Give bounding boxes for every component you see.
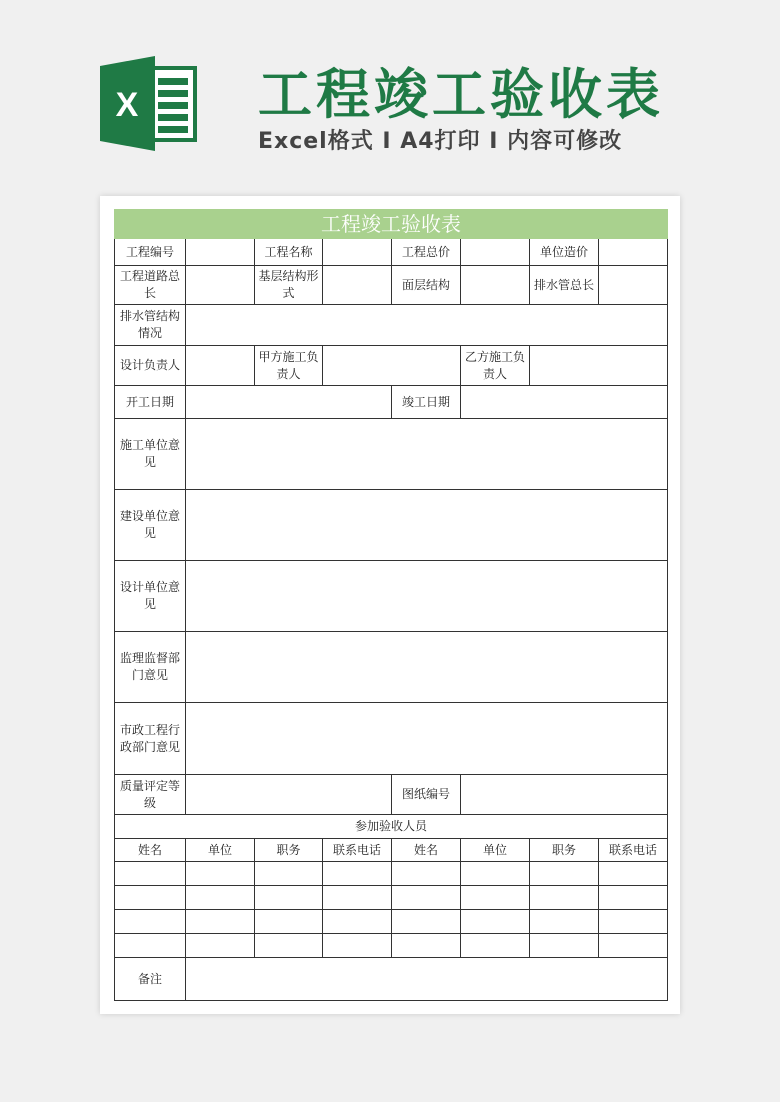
acceptance-form-table xyxy=(114,209,668,1001)
column-header: 联系电话 xyxy=(599,839,668,862)
page-title: 工程竣工验收表 xyxy=(258,63,664,126)
label: 单位造价 xyxy=(530,239,599,266)
label: 基层结构形式 xyxy=(255,266,323,305)
field[interactable] xyxy=(323,239,392,266)
field[interactable] xyxy=(599,266,668,305)
table-row xyxy=(115,862,668,886)
cell[interactable] xyxy=(186,886,255,910)
cell[interactable] xyxy=(186,934,255,958)
column-header: 姓名 xyxy=(392,839,461,862)
cell[interactable] xyxy=(530,862,599,886)
cell[interactable] xyxy=(115,886,186,910)
label: 图纸编号 xyxy=(392,775,461,815)
label: 工程编号 xyxy=(115,239,186,266)
label: 工程总价 xyxy=(392,239,461,266)
cell[interactable] xyxy=(599,934,668,958)
field[interactable] xyxy=(530,346,668,386)
svg-text:X: X xyxy=(115,86,139,124)
column-header: 联系电话 xyxy=(323,839,392,862)
label: 排水管总长 xyxy=(530,266,599,305)
field[interactable] xyxy=(186,346,255,386)
label: 工程名称 xyxy=(255,239,323,266)
field[interactable] xyxy=(186,490,668,561)
cell[interactable] xyxy=(461,862,530,886)
label: 备注 xyxy=(115,958,186,1001)
cell[interactable] xyxy=(323,934,392,958)
field[interactable] xyxy=(186,703,668,775)
cell[interactable] xyxy=(186,910,255,934)
label: 竣工日期 xyxy=(392,386,461,419)
table-row xyxy=(115,934,668,958)
field[interactable] xyxy=(323,346,461,386)
field[interactable] xyxy=(186,386,392,419)
field[interactable] xyxy=(186,266,255,305)
field[interactable] xyxy=(461,239,530,266)
label: 甲方施工负责人 xyxy=(255,346,323,386)
field[interactable] xyxy=(461,266,530,305)
field[interactable] xyxy=(186,239,255,266)
field[interactable] xyxy=(461,386,668,419)
cell[interactable] xyxy=(392,886,461,910)
cell[interactable] xyxy=(323,886,392,910)
cell[interactable] xyxy=(255,862,323,886)
table-row xyxy=(115,910,668,934)
field[interactable] xyxy=(186,775,392,815)
cell[interactable] xyxy=(392,910,461,934)
cell[interactable] xyxy=(115,862,186,886)
cell[interactable] xyxy=(323,862,392,886)
field[interactable] xyxy=(599,239,668,266)
cell[interactable] xyxy=(255,934,323,958)
cell[interactable] xyxy=(392,862,461,886)
cell[interactable] xyxy=(255,910,323,934)
field[interactable] xyxy=(186,561,668,632)
table-row xyxy=(115,886,668,910)
column-header: 姓名 xyxy=(115,839,186,862)
label: 市政工程行政部门意见 xyxy=(115,703,186,775)
cell[interactable] xyxy=(461,910,530,934)
label: 设计负责人 xyxy=(115,346,186,386)
column-header: 职务 xyxy=(255,839,323,862)
form-sheet xyxy=(100,196,680,1014)
excel-logo-icon xyxy=(100,56,200,151)
label: 质量评定等级 xyxy=(115,775,186,815)
form-title: 工程竣工验收表 xyxy=(115,210,668,239)
cell[interactable] xyxy=(461,886,530,910)
field[interactable] xyxy=(186,419,668,490)
cell[interactable] xyxy=(599,886,668,910)
field[interactable] xyxy=(186,958,668,1001)
cell[interactable] xyxy=(599,862,668,886)
field[interactable] xyxy=(323,266,392,305)
cell[interactable] xyxy=(530,934,599,958)
column-header: 职务 xyxy=(530,839,599,862)
column-header: 单位 xyxy=(186,839,255,862)
cell[interactable] xyxy=(461,934,530,958)
cell[interactable] xyxy=(530,910,599,934)
cell[interactable] xyxy=(186,862,255,886)
label: 乙方施工负责人 xyxy=(461,346,530,386)
field[interactable] xyxy=(461,775,668,815)
cell[interactable] xyxy=(530,886,599,910)
label: 工程道路总长 xyxy=(115,266,186,305)
cell[interactable] xyxy=(115,934,186,958)
field[interactable] xyxy=(186,632,668,703)
field[interactable] xyxy=(186,305,668,346)
page-subtitle: Excel格式 I A4打印 I 内容可修改 xyxy=(258,129,623,154)
label: 面层结构 xyxy=(392,266,461,305)
label: 排水管结构情况 xyxy=(115,305,186,346)
label: 监理监督部门意见 xyxy=(115,632,186,703)
cell[interactable] xyxy=(323,910,392,934)
cell[interactable] xyxy=(392,934,461,958)
label: 施工单位意见 xyxy=(115,419,186,490)
cell[interactable] xyxy=(599,910,668,934)
section-label: 参加验收人员 xyxy=(115,815,668,839)
label: 开工日期 xyxy=(115,386,186,419)
column-header: 单位 xyxy=(461,839,530,862)
cell[interactable] xyxy=(115,910,186,934)
label: 设计单位意见 xyxy=(115,561,186,632)
cell[interactable] xyxy=(255,886,323,910)
label: 建设单位意见 xyxy=(115,490,186,561)
